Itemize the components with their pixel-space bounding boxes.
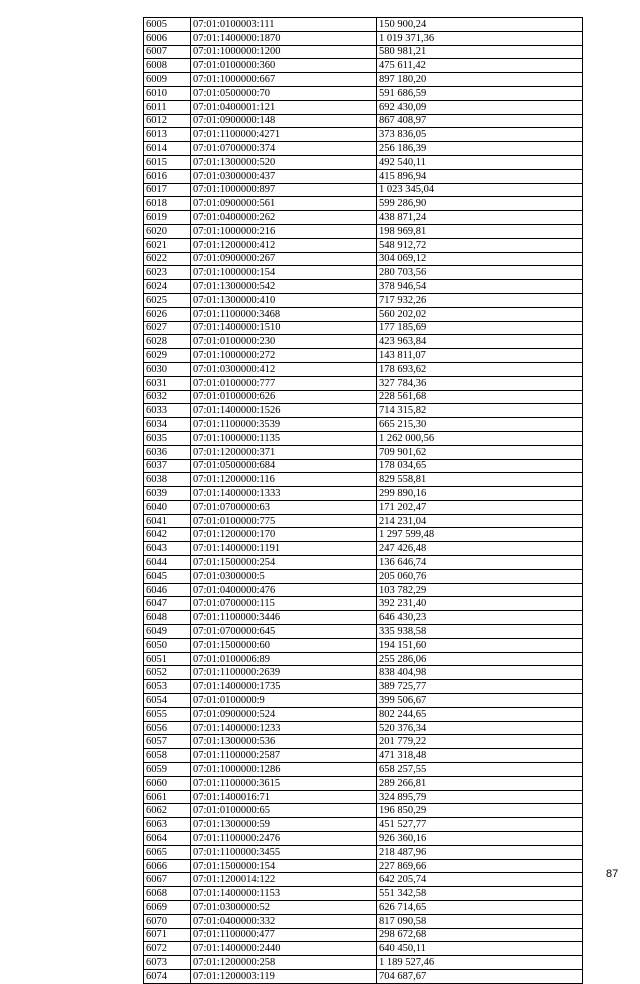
table-row bbox=[144, 707, 583, 721]
table-row bbox=[144, 459, 583, 473]
cadastral-value-cell: 304 069,12 bbox=[377, 252, 583, 266]
row-number-cell: 6074 bbox=[144, 969, 191, 983]
row-number-cell: 6038 bbox=[144, 473, 191, 487]
cadastral-number-cell: 07:01:0700000:115 bbox=[191, 597, 377, 611]
row-number-cell: 6034 bbox=[144, 418, 191, 432]
row-number-cell: 6024 bbox=[144, 280, 191, 294]
table-row bbox=[144, 735, 583, 749]
row-number-cell: 6058 bbox=[144, 749, 191, 763]
row-number-cell: 6056 bbox=[144, 721, 191, 735]
table-row bbox=[144, 169, 583, 183]
table-row bbox=[144, 86, 583, 100]
cadastral-value-cell: 255 286,06 bbox=[377, 652, 583, 666]
cadastral-number-cell: 07:01:0100000:775 bbox=[191, 514, 377, 528]
table-row bbox=[144, 59, 583, 73]
row-number-cell: 6066 bbox=[144, 859, 191, 873]
table-row bbox=[144, 252, 583, 266]
cadastral-value-cell: 642 205,74 bbox=[377, 873, 583, 887]
cadastral-number-cell: 07:01:1200003:119 bbox=[191, 969, 377, 983]
cadastral-number-cell: 07:01:0400000:476 bbox=[191, 583, 377, 597]
cadastral-value-cell: 591 686,59 bbox=[377, 86, 583, 100]
table-row bbox=[144, 211, 583, 225]
table-row bbox=[144, 473, 583, 487]
row-number-cell: 6032 bbox=[144, 390, 191, 404]
table-row bbox=[144, 859, 583, 873]
cadastral-value-cell: 1 297 599,48 bbox=[377, 528, 583, 542]
row-number-cell: 6036 bbox=[144, 445, 191, 459]
cadastral-value-cell: 399 506,67 bbox=[377, 694, 583, 708]
row-number-cell: 6009 bbox=[144, 73, 191, 87]
table-row bbox=[144, 611, 583, 625]
table-row bbox=[144, 749, 583, 763]
row-number-cell: 6050 bbox=[144, 638, 191, 652]
cadastral-value-cell: 299 890,16 bbox=[377, 487, 583, 501]
cadastral-number-cell: 07:01:1500000:254 bbox=[191, 556, 377, 570]
row-number-cell: 6012 bbox=[144, 114, 191, 128]
cadastral-value-cell: 392 231,40 bbox=[377, 597, 583, 611]
cadastral-value-cell: 709 901,62 bbox=[377, 445, 583, 459]
row-number-cell: 6033 bbox=[144, 404, 191, 418]
table-row bbox=[144, 31, 583, 45]
cadastral-value-cell: 492 540,11 bbox=[377, 155, 583, 169]
cadastral-value-cell: 1 262 000,56 bbox=[377, 431, 583, 445]
cadastral-number-cell: 07:01:1400000:2440 bbox=[191, 942, 377, 956]
cadastral-value-cell: 227 869,66 bbox=[377, 859, 583, 873]
cadastral-value-cell: 205 060,76 bbox=[377, 569, 583, 583]
table-row bbox=[144, 763, 583, 777]
table-row bbox=[144, 307, 583, 321]
table-row bbox=[144, 18, 583, 32]
row-number-cell: 6068 bbox=[144, 887, 191, 901]
cadastral-value-cell: 1 023 345,04 bbox=[377, 183, 583, 197]
table-row bbox=[144, 445, 583, 459]
row-number-cell: 6062 bbox=[144, 804, 191, 818]
row-number-cell: 6023 bbox=[144, 266, 191, 280]
row-number-cell: 6044 bbox=[144, 556, 191, 570]
cadastral-number-cell: 07:01:1000000:154 bbox=[191, 266, 377, 280]
cadastral-number-cell: 07:01:1400000:1233 bbox=[191, 721, 377, 735]
cadastral-number-cell: 07:01:1300000:542 bbox=[191, 280, 377, 294]
row-number-cell: 6064 bbox=[144, 832, 191, 846]
cadastral-value-cell: 658 257,55 bbox=[377, 763, 583, 777]
row-number-cell: 6071 bbox=[144, 928, 191, 942]
table-body bbox=[144, 18, 583, 984]
cadastral-number-cell: 07:01:1000000:1286 bbox=[191, 763, 377, 777]
table-row bbox=[144, 583, 583, 597]
table-row bbox=[144, 542, 583, 556]
cadastral-value-cell: 829 558,81 bbox=[377, 473, 583, 487]
cadastral-number-cell: 07:01:1100000:3446 bbox=[191, 611, 377, 625]
cadastral-number-cell: 07:01:1200000:412 bbox=[191, 238, 377, 252]
table-row bbox=[144, 638, 583, 652]
cadastral-number-cell: 07:01:0900000:148 bbox=[191, 114, 377, 128]
row-number-cell: 6008 bbox=[144, 59, 191, 73]
row-number-cell: 6041 bbox=[144, 514, 191, 528]
row-number-cell: 6010 bbox=[144, 86, 191, 100]
table-row bbox=[144, 845, 583, 859]
row-number-cell: 6053 bbox=[144, 680, 191, 694]
cadastral-value-cell: 1 189 527,46 bbox=[377, 956, 583, 970]
row-number-cell: 6065 bbox=[144, 845, 191, 859]
cadastral-value-cell: 171 202,47 bbox=[377, 500, 583, 514]
table-row bbox=[144, 694, 583, 708]
table-row bbox=[144, 804, 583, 818]
cadastral-value-cell: 867 408,97 bbox=[377, 114, 583, 128]
table-row bbox=[144, 293, 583, 307]
cadastral-number-cell: 07:01:0100000:65 bbox=[191, 804, 377, 818]
cadastral-number-cell: 07:01:1300000:536 bbox=[191, 735, 377, 749]
row-number-cell: 6069 bbox=[144, 901, 191, 915]
table-row bbox=[144, 901, 583, 915]
cadastral-number-cell: 07:01:0300000:5 bbox=[191, 569, 377, 583]
table-row bbox=[144, 942, 583, 956]
cadastral-number-cell: 07:01:0300000:412 bbox=[191, 362, 377, 376]
cadastral-number-cell: 07:01:0700000:374 bbox=[191, 142, 377, 156]
table-row bbox=[144, 418, 583, 432]
cadastral-number-cell: 07:01:1100000:3539 bbox=[191, 418, 377, 432]
cadastral-value-cell: 178 034,65 bbox=[377, 459, 583, 473]
row-number-cell: 6027 bbox=[144, 321, 191, 335]
cadastral-value-cell: 802 244,65 bbox=[377, 707, 583, 721]
cadastral-number-cell: 07:01:1100000:3455 bbox=[191, 845, 377, 859]
row-number-cell: 6039 bbox=[144, 487, 191, 501]
cadastral-number-cell: 07:01:0100000:777 bbox=[191, 376, 377, 390]
cadastral-value-cell: 298 672,68 bbox=[377, 928, 583, 942]
cadastral-value-cell: 194 151,60 bbox=[377, 638, 583, 652]
cadastral-value-cell: 551 342,58 bbox=[377, 887, 583, 901]
table-row bbox=[144, 114, 583, 128]
row-number-cell: 6031 bbox=[144, 376, 191, 390]
table-row bbox=[144, 790, 583, 804]
table-row bbox=[144, 914, 583, 928]
row-number-cell: 6042 bbox=[144, 528, 191, 542]
cadastral-number-cell: 07:01:1400000:1870 bbox=[191, 31, 377, 45]
cadastral-number-cell: 07:01:1000000:216 bbox=[191, 224, 377, 238]
row-number-cell: 6015 bbox=[144, 155, 191, 169]
table-row bbox=[144, 431, 583, 445]
table-row bbox=[144, 928, 583, 942]
cadastral-number-cell: 07:01:0900000:561 bbox=[191, 197, 377, 211]
row-number-cell: 6072 bbox=[144, 942, 191, 956]
row-number-cell: 6073 bbox=[144, 956, 191, 970]
row-number-cell: 6011 bbox=[144, 100, 191, 114]
cadastral-number-cell: 07:01:1400000:1735 bbox=[191, 680, 377, 694]
cadastral-number-cell: 07:01:1300000:410 bbox=[191, 293, 377, 307]
cadastral-value-cell: 423 963,84 bbox=[377, 335, 583, 349]
cadastral-number-cell: 07:01:1200000:258 bbox=[191, 956, 377, 970]
cadastral-number-cell: 07:01:1100000:2639 bbox=[191, 666, 377, 680]
row-number-cell: 6061 bbox=[144, 790, 191, 804]
table-row bbox=[144, 390, 583, 404]
table-row bbox=[144, 142, 583, 156]
cadastral-number-cell: 07:01:0400000:332 bbox=[191, 914, 377, 928]
table-row bbox=[144, 183, 583, 197]
cadastral-number-cell: 07:01:0100000:9 bbox=[191, 694, 377, 708]
table-row bbox=[144, 335, 583, 349]
cadastral-value-cell: 838 404,98 bbox=[377, 666, 583, 680]
table-row bbox=[144, 197, 583, 211]
cadastral-value-cell: 1 019 371,36 bbox=[377, 31, 583, 45]
cadastral-value-table bbox=[143, 17, 583, 984]
cadastral-number-cell: 07:01:0700000:63 bbox=[191, 500, 377, 514]
cadastral-value-cell: 103 782,29 bbox=[377, 583, 583, 597]
row-number-cell: 6060 bbox=[144, 776, 191, 790]
table-row bbox=[144, 556, 583, 570]
table-row bbox=[144, 100, 583, 114]
table-row bbox=[144, 969, 583, 983]
cadastral-value-cell: 214 231,04 bbox=[377, 514, 583, 528]
row-number-cell: 6052 bbox=[144, 666, 191, 680]
cadastral-value-cell: 178 693,62 bbox=[377, 362, 583, 376]
page-number: 87 bbox=[606, 868, 619, 880]
cadastral-value-cell: 646 430,23 bbox=[377, 611, 583, 625]
table-row bbox=[144, 832, 583, 846]
cadastral-number-cell: 07:01:1000000:272 bbox=[191, 349, 377, 363]
row-number-cell: 6045 bbox=[144, 569, 191, 583]
cadastral-number-cell: 07:01:1100000:3468 bbox=[191, 307, 377, 321]
row-number-cell: 6051 bbox=[144, 652, 191, 666]
cadastral-value-cell: 548 912,72 bbox=[377, 238, 583, 252]
table-row bbox=[144, 155, 583, 169]
cadastral-value-cell: 692 430,09 bbox=[377, 100, 583, 114]
cadastral-value-cell: 196 850,29 bbox=[377, 804, 583, 818]
cadastral-value-cell: 136 646,74 bbox=[377, 556, 583, 570]
cadastral-value-cell: 415 896,94 bbox=[377, 169, 583, 183]
row-number-cell: 6029 bbox=[144, 349, 191, 363]
row-number-cell: 6035 bbox=[144, 431, 191, 445]
cadastral-value-cell: 451 527,77 bbox=[377, 818, 583, 832]
cadastral-number-cell: 07:01:0500000:684 bbox=[191, 459, 377, 473]
table-row bbox=[144, 45, 583, 59]
table-row bbox=[144, 818, 583, 832]
table-row bbox=[144, 956, 583, 970]
cadastral-number-cell: 07:01:1100000:2476 bbox=[191, 832, 377, 846]
cadastral-number-cell: 07:01:1200000:371 bbox=[191, 445, 377, 459]
row-number-cell: 6018 bbox=[144, 197, 191, 211]
row-number-cell: 6067 bbox=[144, 873, 191, 887]
cadastral-number-cell: 07:01:0100000:230 bbox=[191, 335, 377, 349]
cadastral-value-cell: 378 946,54 bbox=[377, 280, 583, 294]
row-number-cell: 6017 bbox=[144, 183, 191, 197]
cadastral-value-cell: 335 938,58 bbox=[377, 625, 583, 639]
cadastral-value-cell: 438 871,24 bbox=[377, 211, 583, 225]
row-number-cell: 6037 bbox=[144, 459, 191, 473]
cadastral-number-cell: 07:01:0400001:121 bbox=[191, 100, 377, 114]
cadastral-number-cell: 07:01:1400000:1526 bbox=[191, 404, 377, 418]
cadastral-value-cell: 599 286,90 bbox=[377, 197, 583, 211]
cadastral-value-cell: 626 714,65 bbox=[377, 901, 583, 915]
cadastral-value-cell: 704 687,67 bbox=[377, 969, 583, 983]
cadastral-value-cell: 471 318,48 bbox=[377, 749, 583, 763]
row-number-cell: 6063 bbox=[144, 818, 191, 832]
cadastral-number-cell: 07:01:0900000:524 bbox=[191, 707, 377, 721]
row-number-cell: 6007 bbox=[144, 45, 191, 59]
row-number-cell: 6059 bbox=[144, 763, 191, 777]
cadastral-number-cell: 07:01:0100000:626 bbox=[191, 390, 377, 404]
cadastral-number-cell: 07:01:1100000:2587 bbox=[191, 749, 377, 763]
table-row bbox=[144, 73, 583, 87]
table-row bbox=[144, 776, 583, 790]
row-number-cell: 6028 bbox=[144, 335, 191, 349]
table-row bbox=[144, 887, 583, 901]
row-number-cell: 6054 bbox=[144, 694, 191, 708]
table-row bbox=[144, 376, 583, 390]
cadastral-value-cell: 201 779,22 bbox=[377, 735, 583, 749]
cadastral-number-cell: 07:01:0900000:267 bbox=[191, 252, 377, 266]
row-number-cell: 6030 bbox=[144, 362, 191, 376]
row-number-cell: 6055 bbox=[144, 707, 191, 721]
table-row bbox=[144, 680, 583, 694]
row-number-cell: 6020 bbox=[144, 224, 191, 238]
table-row bbox=[144, 280, 583, 294]
cadastral-number-cell: 07:01:1400000:1191 bbox=[191, 542, 377, 556]
cadastral-value-cell: 327 784,36 bbox=[377, 376, 583, 390]
cadastral-number-cell: 07:01:1200014:122 bbox=[191, 873, 377, 887]
cadastral-number-cell: 07:01:1400000:1333 bbox=[191, 487, 377, 501]
cadastral-value-cell: 714 315,82 bbox=[377, 404, 583, 418]
cadastral-number-cell: 07:01:0500000:70 bbox=[191, 86, 377, 100]
table-row bbox=[144, 238, 583, 252]
cadastral-number-cell: 07:01:1400000:1153 bbox=[191, 887, 377, 901]
row-number-cell: 6019 bbox=[144, 211, 191, 225]
cadastral-value-cell: 640 450,11 bbox=[377, 942, 583, 956]
row-number-cell: 6049 bbox=[144, 625, 191, 639]
cadastral-value-cell: 247 426,48 bbox=[377, 542, 583, 556]
cadastral-value-cell: 143 811,07 bbox=[377, 349, 583, 363]
cadastral-value-cell: 926 360,16 bbox=[377, 832, 583, 846]
row-number-cell: 6013 bbox=[144, 128, 191, 142]
cadastral-number-cell: 07:01:0100000:360 bbox=[191, 59, 377, 73]
table-row bbox=[144, 500, 583, 514]
row-number-cell: 6016 bbox=[144, 169, 191, 183]
row-number-cell: 6057 bbox=[144, 735, 191, 749]
cadastral-number-cell: 07:01:1200000:116 bbox=[191, 473, 377, 487]
cadastral-number-cell: 07:01:0300000:437 bbox=[191, 169, 377, 183]
cadastral-number-cell: 07:01:0300000:52 bbox=[191, 901, 377, 915]
cadastral-value-cell: 228 561,68 bbox=[377, 390, 583, 404]
row-number-cell: 6048 bbox=[144, 611, 191, 625]
cadastral-number-cell: 07:01:1500000:154 bbox=[191, 859, 377, 873]
cadastral-number-cell: 07:01:1100000:3615 bbox=[191, 776, 377, 790]
cadastral-value-cell: 218 487,96 bbox=[377, 845, 583, 859]
cadastral-value-cell: 324 895,79 bbox=[377, 790, 583, 804]
row-number-cell: 6005 bbox=[144, 18, 191, 32]
cadastral-value-cell: 389 725,77 bbox=[377, 680, 583, 694]
table-row bbox=[144, 569, 583, 583]
row-number-cell: 6070 bbox=[144, 914, 191, 928]
table-row bbox=[144, 266, 583, 280]
cadastral-number-cell: 07:01:1400000:1510 bbox=[191, 321, 377, 335]
cadastral-value-cell: 256 186,39 bbox=[377, 142, 583, 156]
cadastral-value-cell: 560 202,02 bbox=[377, 307, 583, 321]
table-row bbox=[144, 625, 583, 639]
table-row bbox=[144, 128, 583, 142]
cadastral-value-cell: 580 981,21 bbox=[377, 45, 583, 59]
cadastral-number-cell: 07:01:1400016:71 bbox=[191, 790, 377, 804]
table-row bbox=[144, 404, 583, 418]
cadastral-number-cell: 07:01:0400000:262 bbox=[191, 211, 377, 225]
cadastral-value-cell: 817 090,58 bbox=[377, 914, 583, 928]
cadastral-value-cell: 198 969,81 bbox=[377, 224, 583, 238]
row-number-cell: 6014 bbox=[144, 142, 191, 156]
cadastral-value-cell: 289 266,81 bbox=[377, 776, 583, 790]
row-number-cell: 6022 bbox=[144, 252, 191, 266]
table-row bbox=[144, 597, 583, 611]
cadastral-number-cell: 07:01:1100000:4271 bbox=[191, 128, 377, 142]
cadastral-number-cell: 07:01:1200000:170 bbox=[191, 528, 377, 542]
row-number-cell: 6040 bbox=[144, 500, 191, 514]
cadastral-value-cell: 717 932,26 bbox=[377, 293, 583, 307]
table-row bbox=[144, 514, 583, 528]
table-row bbox=[144, 349, 583, 363]
table-row bbox=[144, 528, 583, 542]
cadastral-value-cell: 520 376,34 bbox=[377, 721, 583, 735]
cadastral-value-cell: 665 215,30 bbox=[377, 418, 583, 432]
cadastral-number-cell: 07:01:1000000:1200 bbox=[191, 45, 377, 59]
table-row bbox=[144, 652, 583, 666]
row-number-cell: 6006 bbox=[144, 31, 191, 45]
cadastral-value-cell: 177 185,69 bbox=[377, 321, 583, 335]
cadastral-value-cell: 373 836,05 bbox=[377, 128, 583, 142]
cadastral-number-cell: 07:01:0100006:89 bbox=[191, 652, 377, 666]
table-row bbox=[144, 873, 583, 887]
table-row bbox=[144, 321, 583, 335]
cadastral-value-cell: 897 180,20 bbox=[377, 73, 583, 87]
cadastral-number-cell: 07:01:1000000:897 bbox=[191, 183, 377, 197]
table-row bbox=[144, 666, 583, 680]
cadastral-number-cell: 07:01:1000000:1135 bbox=[191, 431, 377, 445]
cadastral-number-cell: 07:01:1000000:667 bbox=[191, 73, 377, 87]
row-number-cell: 6043 bbox=[144, 542, 191, 556]
row-number-cell: 6046 bbox=[144, 583, 191, 597]
cadastral-value-cell: 150 900,24 bbox=[377, 18, 583, 32]
row-number-cell: 6025 bbox=[144, 293, 191, 307]
table-row bbox=[144, 721, 583, 735]
cadastral-number-cell: 07:01:1100000:477 bbox=[191, 928, 377, 942]
table-row bbox=[144, 487, 583, 501]
cadastral-number-cell: 07:01:0700000:645 bbox=[191, 625, 377, 639]
cadastral-number-cell: 07:01:0100003:111 bbox=[191, 18, 377, 32]
table-row bbox=[144, 224, 583, 238]
cadastral-value-cell: 475 611,42 bbox=[377, 59, 583, 73]
row-number-cell: 6026 bbox=[144, 307, 191, 321]
row-number-cell: 6021 bbox=[144, 238, 191, 252]
cadastral-value-cell: 280 703,56 bbox=[377, 266, 583, 280]
cadastral-number-cell: 07:01:1500000:60 bbox=[191, 638, 377, 652]
table-row bbox=[144, 362, 583, 376]
cadastral-number-cell: 07:01:1300000:520 bbox=[191, 155, 377, 169]
cadastral-number-cell: 07:01:1300000:59 bbox=[191, 818, 377, 832]
row-number-cell: 6047 bbox=[144, 597, 191, 611]
